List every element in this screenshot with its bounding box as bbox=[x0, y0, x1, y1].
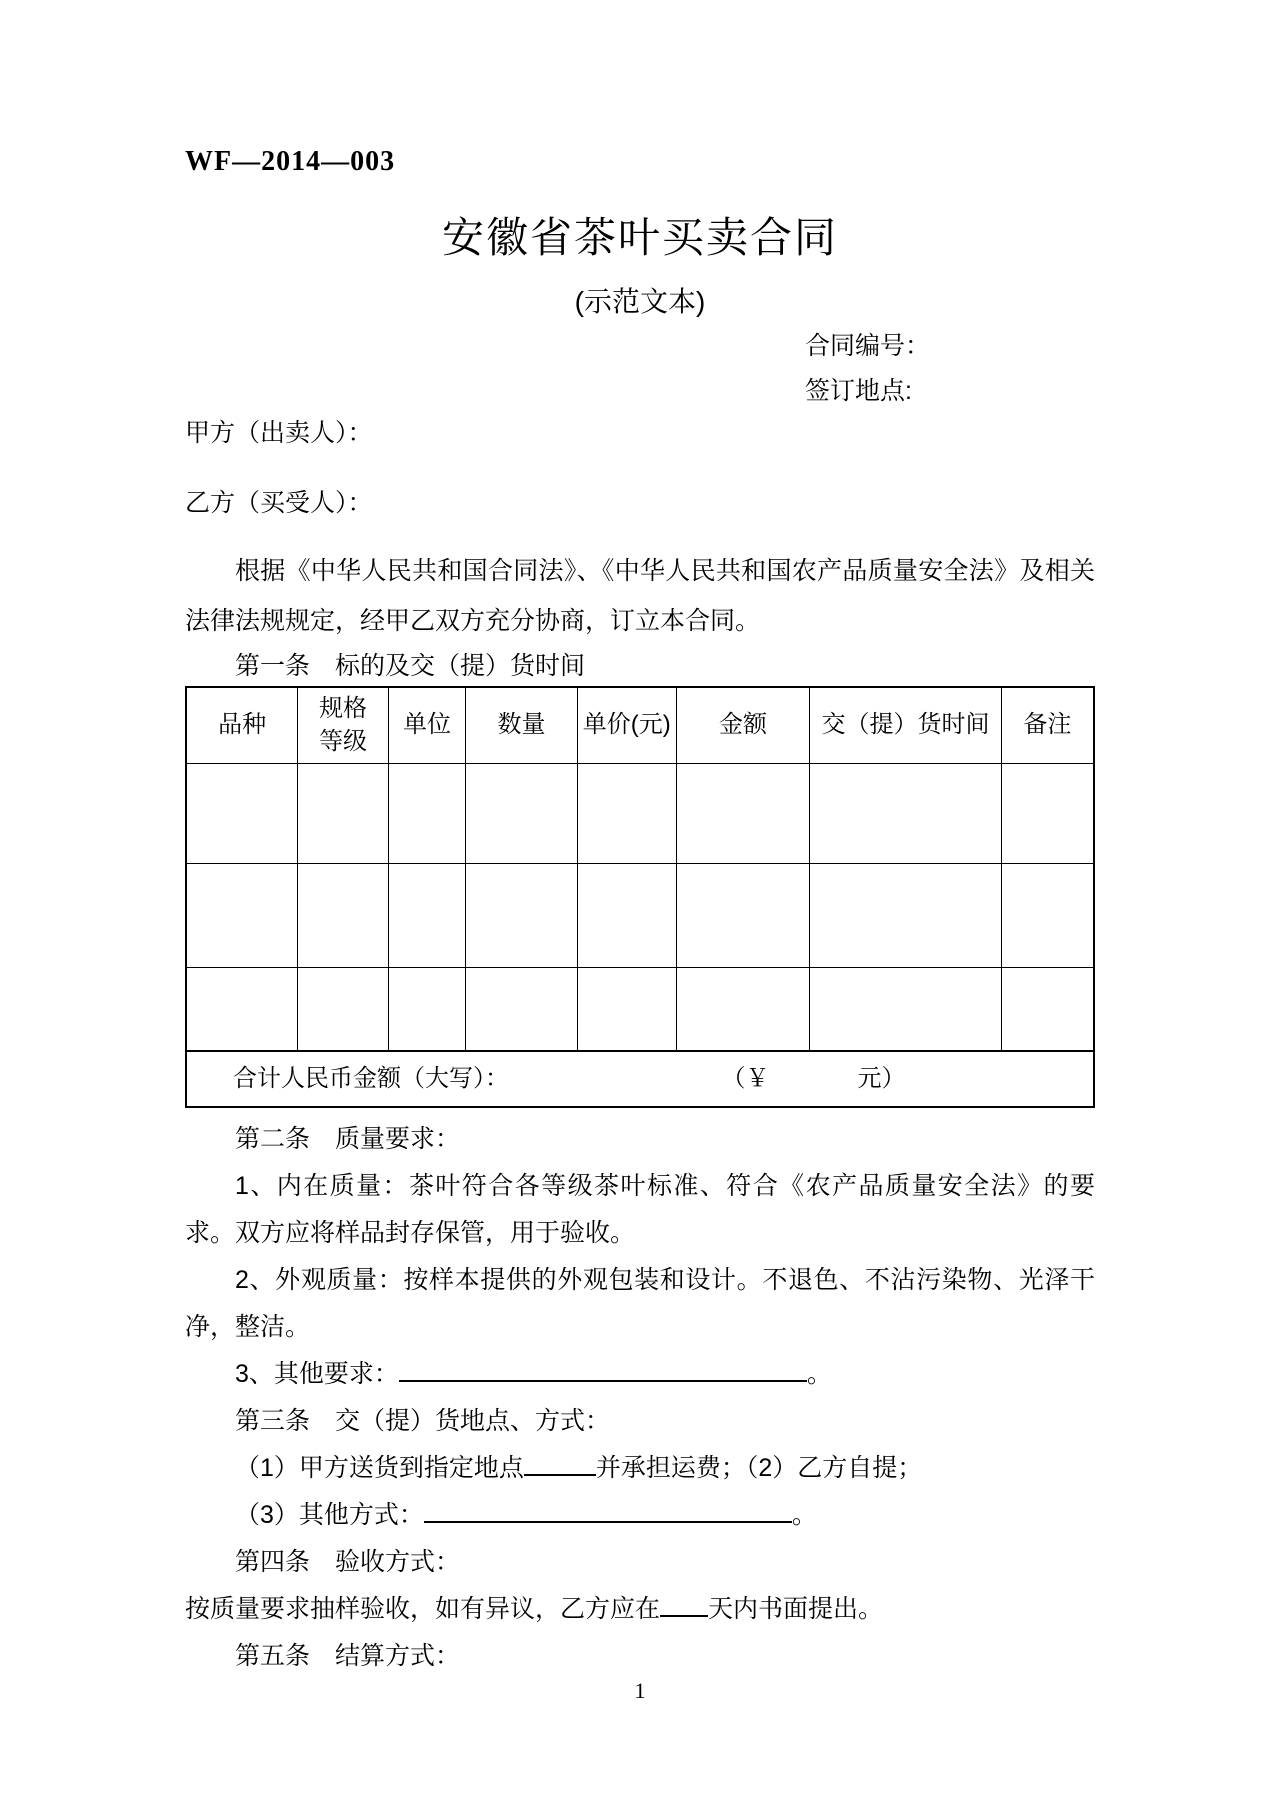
party-a-label: 甲方（出卖人）： bbox=[185, 419, 373, 447]
col-header-quantity: 数量 bbox=[466, 687, 578, 763]
table-cell-empty[interactable] bbox=[298, 863, 389, 967]
summary-currency: （￥ 元） bbox=[721, 1065, 906, 1093]
table-cell-empty[interactable] bbox=[1001, 967, 1094, 1051]
contract-subtitle: (示范文本) bbox=[574, 286, 706, 317]
doc-code: WF—2014—003 bbox=[185, 146, 396, 177]
articles-section bbox=[185, 1116, 1095, 1680]
article5-heading: 第五条 结算方式： bbox=[235, 1642, 461, 1670]
table-summary-row bbox=[186, 1051, 1094, 1107]
col-header-remarks: 备注 bbox=[1001, 687, 1094, 763]
table-row bbox=[186, 967, 1094, 1051]
inspection-text bbox=[185, 1586, 1095, 1633]
col-header-spec-grade: 规格 等级 bbox=[298, 687, 389, 763]
delivery-item-2-suffix: 。 bbox=[791, 1501, 817, 1529]
col-header-unit: 单位 bbox=[388, 687, 465, 763]
table-cell-empty[interactable] bbox=[676, 763, 809, 863]
article1-heading: 第一条 标的及交（提）货时间 bbox=[235, 652, 586, 680]
table-cell-empty[interactable] bbox=[186, 763, 298, 863]
table-cell-empty[interactable] bbox=[577, 863, 676, 967]
col-header-variety: 品种 bbox=[186, 687, 298, 763]
quality-item-3 bbox=[185, 1351, 1095, 1398]
blank-other-requirements[interactable] bbox=[399, 1362, 807, 1382]
article3-heading: 第三条 交（提）货地点、方式： bbox=[235, 1407, 611, 1435]
col-header-unit-price: 单价(元) bbox=[577, 687, 676, 763]
table-cell-empty[interactable] bbox=[577, 763, 676, 863]
table-cell-empty[interactable] bbox=[186, 863, 298, 967]
delivery-item-2-prefix: （3）其他方式： bbox=[235, 1501, 424, 1529]
table-row bbox=[186, 763, 1094, 863]
table-header-row bbox=[186, 687, 1094, 763]
table-cell-empty[interactable] bbox=[388, 863, 465, 967]
contract-no-label: 合同编号： bbox=[805, 332, 931, 360]
table-cell-empty[interactable] bbox=[1001, 863, 1094, 967]
summary-cell bbox=[186, 1051, 1094, 1107]
table-row bbox=[186, 863, 1094, 967]
quality-item-3-label: 3、其他要求： bbox=[235, 1360, 399, 1388]
delivery-item-1-suffix: 并承担运费；（2）乙方自提； bbox=[595, 1454, 923, 1482]
col-header-amount: 金额 bbox=[676, 687, 809, 763]
quality-item-2: 2、外观质量：按样本提供的外观包装和设计。不退色、不沾污染物、光泽干净，整洁。 bbox=[185, 1266, 1095, 1341]
inspection-text-suffix: 天内书面提出。 bbox=[708, 1595, 884, 1623]
table-cell-empty[interactable] bbox=[466, 863, 578, 967]
inspection-text-prefix: 按质量要求抽样验收，如有异议，乙方应在 bbox=[185, 1595, 661, 1623]
table-cell-empty[interactable] bbox=[388, 763, 465, 863]
table-cell-empty[interactable] bbox=[388, 967, 465, 1051]
table-cell-empty[interactable] bbox=[466, 967, 578, 1051]
table-cell-empty[interactable] bbox=[298, 967, 389, 1051]
table-cell-empty[interactable] bbox=[577, 967, 676, 1051]
delivery-item-1-prefix: （1）甲方送货到指定地点 bbox=[235, 1454, 524, 1482]
table-cell-empty[interactable] bbox=[810, 863, 1002, 967]
article2-heading: 第二条 质量要求： bbox=[235, 1125, 461, 1153]
article4-heading: 第四条 验收方式： bbox=[235, 1548, 461, 1576]
blank-delivery-location[interactable] bbox=[524, 1456, 596, 1476]
delivery-item-1 bbox=[185, 1445, 1095, 1492]
quality-item-3-period: 。 bbox=[806, 1360, 832, 1388]
preamble-paragraph: 根据《中华人民共和国合同法》、《中华人民共和国农产品质量安全法》及相关法律法规规定，经甲乙双方充分协商，订立本合同。 bbox=[185, 557, 1095, 635]
table-cell-empty[interactable] bbox=[298, 763, 389, 863]
blank-objection-days[interactable] bbox=[660, 1597, 708, 1617]
col-header-delivery-time: 交（提）货时间 bbox=[810, 687, 1002, 763]
contract-meta bbox=[185, 324, 1095, 414]
table-cell-empty[interactable] bbox=[676, 967, 809, 1051]
table-cell-empty[interactable] bbox=[810, 763, 1002, 863]
table-cell-empty[interactable] bbox=[466, 763, 578, 863]
blank-other-method[interactable] bbox=[424, 1503, 792, 1523]
table-cell-empty[interactable] bbox=[676, 863, 809, 967]
table-cell-empty[interactable] bbox=[810, 967, 1002, 1051]
page-number: 1 bbox=[634, 1678, 646, 1703]
delivery-item-2 bbox=[185, 1492, 1095, 1539]
party-b-label: 乙方（买受人）： bbox=[185, 489, 373, 517]
contract-title: 安徽省茶叶买卖合同 bbox=[441, 216, 838, 262]
sign-place-label: 签订地点: bbox=[805, 377, 912, 405]
quality-item-1: 1、内在质量：茶叶符合各等级茶叶标准、符合《农产品质量安全法》的要求。双方应将样品封存保管，用于验收。 bbox=[185, 1172, 1095, 1247]
summary-label: 合计人民币金额（大写）： bbox=[233, 1065, 509, 1093]
table-cell-empty[interactable] bbox=[186, 967, 298, 1051]
table-cell-empty[interactable] bbox=[1001, 763, 1094, 863]
goods-table bbox=[185, 686, 1095, 1108]
